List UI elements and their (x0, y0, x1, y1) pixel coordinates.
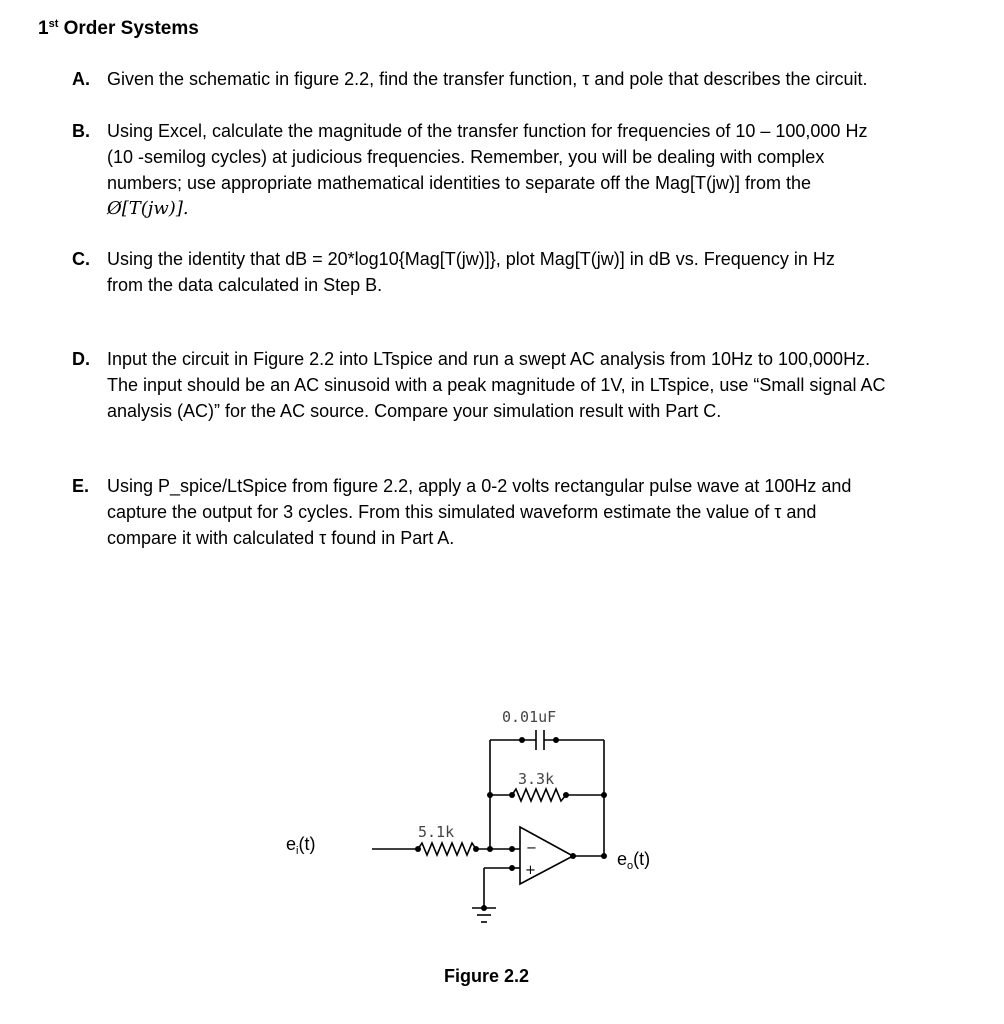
junction-dot (509, 846, 515, 852)
question-line: Given the schematic in figure 2.2, find the transfer function, τ and pole that describes the circuit. (107, 69, 868, 89)
input-resistor-label: 5.1k (418, 823, 455, 841)
question-letter: C. (72, 249, 90, 269)
junction-dot (553, 737, 559, 743)
opamp-minus-sign: − (526, 841, 537, 856)
junction-dot (487, 846, 493, 852)
question-line: The input should be an AC sinusoid with a peak magnitude of 1V, in LTspice, use “Small signal AC (107, 375, 886, 395)
junction-dot (601, 792, 607, 798)
question-letter: A. (72, 69, 90, 89)
question-line: numbers; use appropriate mathematical identities to separate off the Mag[T(jw)] from the (107, 173, 812, 193)
question-letter: D. (72, 349, 90, 369)
opamp-plus-sign: + (525, 863, 536, 878)
question-letter: E. (72, 476, 90, 496)
feedback-resistor-label: 3.3k (518, 770, 555, 788)
input-resistor (418, 843, 476, 855)
junction-dot (570, 853, 576, 859)
question-line: Input the circuit in Figure 2.2 into LTspice and run a swept AC analysis from 10Hz to 100,000Hz. (107, 349, 871, 369)
output-signal-label: $e_o(t)$ (617, 849, 651, 872)
junction-dot (487, 792, 493, 798)
junction-dot (509, 865, 515, 871)
question-letter: B. (72, 121, 90, 141)
figure-caption: Figure 2.2 (444, 966, 530, 986)
junction-dot (473, 846, 479, 852)
question-line: capture the output for 3 cycles. From this simulated waveform estimate the value of τ and (107, 502, 817, 522)
question-line: Using Excel, calculate the magnitude of the transfer function for frequencies of 10 – 100,000 Hz (107, 121, 868, 141)
question-line: analysis (AC)” for the AC source. Compare your simulation result with Part C. (107, 401, 722, 421)
input-signal-label: $e_i(t)$ (286, 834, 316, 857)
question-line: Using P_spice/LtSpice from figure 2.2, apply a 0-2 volts rectangular pulse wave at 100Hz and (107, 476, 852, 496)
junction-dot (519, 737, 525, 743)
phase-expression: Ø[T(jw)]. (107, 198, 189, 219)
junction-dot (415, 846, 421, 852)
junction-dot (481, 905, 487, 911)
question-line: from the data calculated in Step B. (107, 275, 383, 295)
question-line: Using the identity that dB = 20*log10{Mag[T(jw)]}, plot Mag[T(jw)] in dB vs. Frequency in Hz (107, 249, 835, 269)
page-title: 1st Order Systems (38, 18, 199, 39)
feedback-resistor (512, 789, 566, 801)
junction-dot (563, 792, 569, 798)
capacitor-label: 0.01uF (502, 708, 557, 726)
question-line: compare it with calculated τ found in Part A. (107, 528, 455, 548)
junction-dot (509, 792, 515, 798)
junction-dot (601, 853, 607, 859)
question-line: (10 -semilog cycles) at judicious frequencies. Remember, you will be dealing with complex (107, 147, 825, 167)
